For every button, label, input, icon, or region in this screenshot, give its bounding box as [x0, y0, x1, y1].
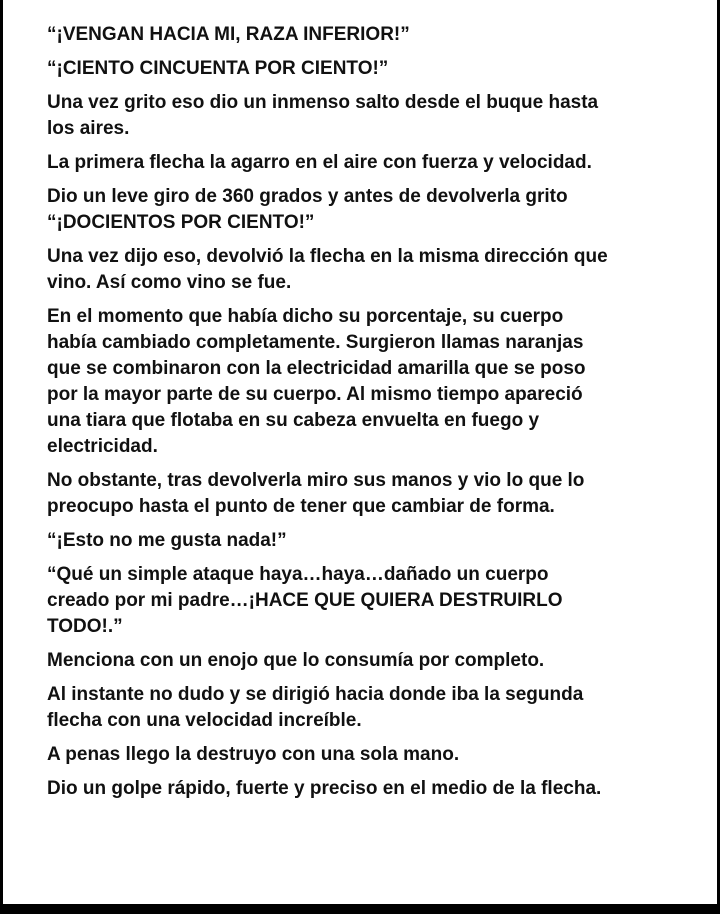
text-line: preocupo hasta el punto de tener que cambiar de forma.	[47, 496, 555, 517]
text-line: “Qué un simple ataque haya…haya…dañado un cuerpo	[47, 564, 549, 585]
text-line: Menciona con un enojo que lo consumía por completo.	[47, 650, 545, 671]
text-line: Una vez dijo eso, devolvió la flecha en la misma dirección que	[47, 246, 608, 267]
text-line: “¡Esto no me gusta nada!”	[47, 530, 287, 551]
text-line: La primera flecha la agarro en el aire con fuerza y velocidad.	[47, 152, 592, 173]
paragraph-7	[47, 304, 687, 460]
text-line: por la mayor parte de su cuerpo. Al mismo tiempo apareció	[47, 384, 583, 405]
paragraph-11	[47, 648, 687, 674]
paragraph-5	[47, 184, 687, 236]
document-body	[47, 22, 687, 810]
text-line: A penas llego la destruyo con una sola mano.	[47, 744, 460, 765]
text-line: creado por mi padre…¡HACE QUE QUIERA DESTRUIRLO	[47, 590, 563, 611]
paragraph-2	[47, 56, 687, 82]
paragraph-12	[47, 682, 687, 734]
text-line: que se combinaron con la electricidad amarilla que se poso	[47, 358, 586, 379]
text-line: “¡VENGAN HACIA MI, RAZA INFERIOR!”	[47, 24, 410, 45]
paragraph-4	[47, 150, 687, 176]
text-line: Una vez grito eso dio un inmenso salto desde el buque hasta	[47, 92, 599, 113]
text-line: No obstante, tras devolverla miro sus manos y vio lo que lo	[47, 470, 585, 491]
paragraph-14	[47, 776, 687, 802]
paragraph-1	[47, 22, 687, 48]
text-line: “¡DOCIENTOS POR CIENTO!”	[47, 212, 315, 233]
paragraph-9	[47, 528, 687, 554]
text-line: Dio un leve giro de 360 grados y antes de devolverla grito	[47, 186, 568, 207]
paragraph-3	[47, 90, 687, 142]
text-line: TODO!.”	[47, 616, 123, 637]
text-line: Dio un golpe rápido, fuerte y preciso en el medio de la flecha.	[47, 778, 602, 799]
text-line: una tiara que flotaba en su cabeza envuelta en fuego y	[47, 410, 540, 431]
text-line: había cambiado completamente. Surgieron llamas naranjas	[47, 332, 584, 353]
text-line: vino. Así como vino se fue.	[47, 272, 292, 293]
paragraph-13	[47, 742, 687, 768]
text-line: Al instante no dudo y se dirigió hacia donde iba la segunda	[47, 684, 584, 705]
paragraph-6	[47, 244, 687, 296]
text-line: electricidad.	[47, 436, 158, 457]
text-line: flecha con una velocidad increíble.	[47, 710, 362, 731]
document-page	[3, 0, 717, 904]
text-line: “¡CIENTO CINCUENTA POR CIENTO!”	[47, 58, 389, 79]
paragraph-10	[47, 562, 687, 640]
text-line: En el momento que había dicho su porcentaje, su cuerpo	[47, 306, 564, 327]
paragraph-8	[47, 468, 687, 520]
text-line: los aires.	[47, 118, 130, 139]
